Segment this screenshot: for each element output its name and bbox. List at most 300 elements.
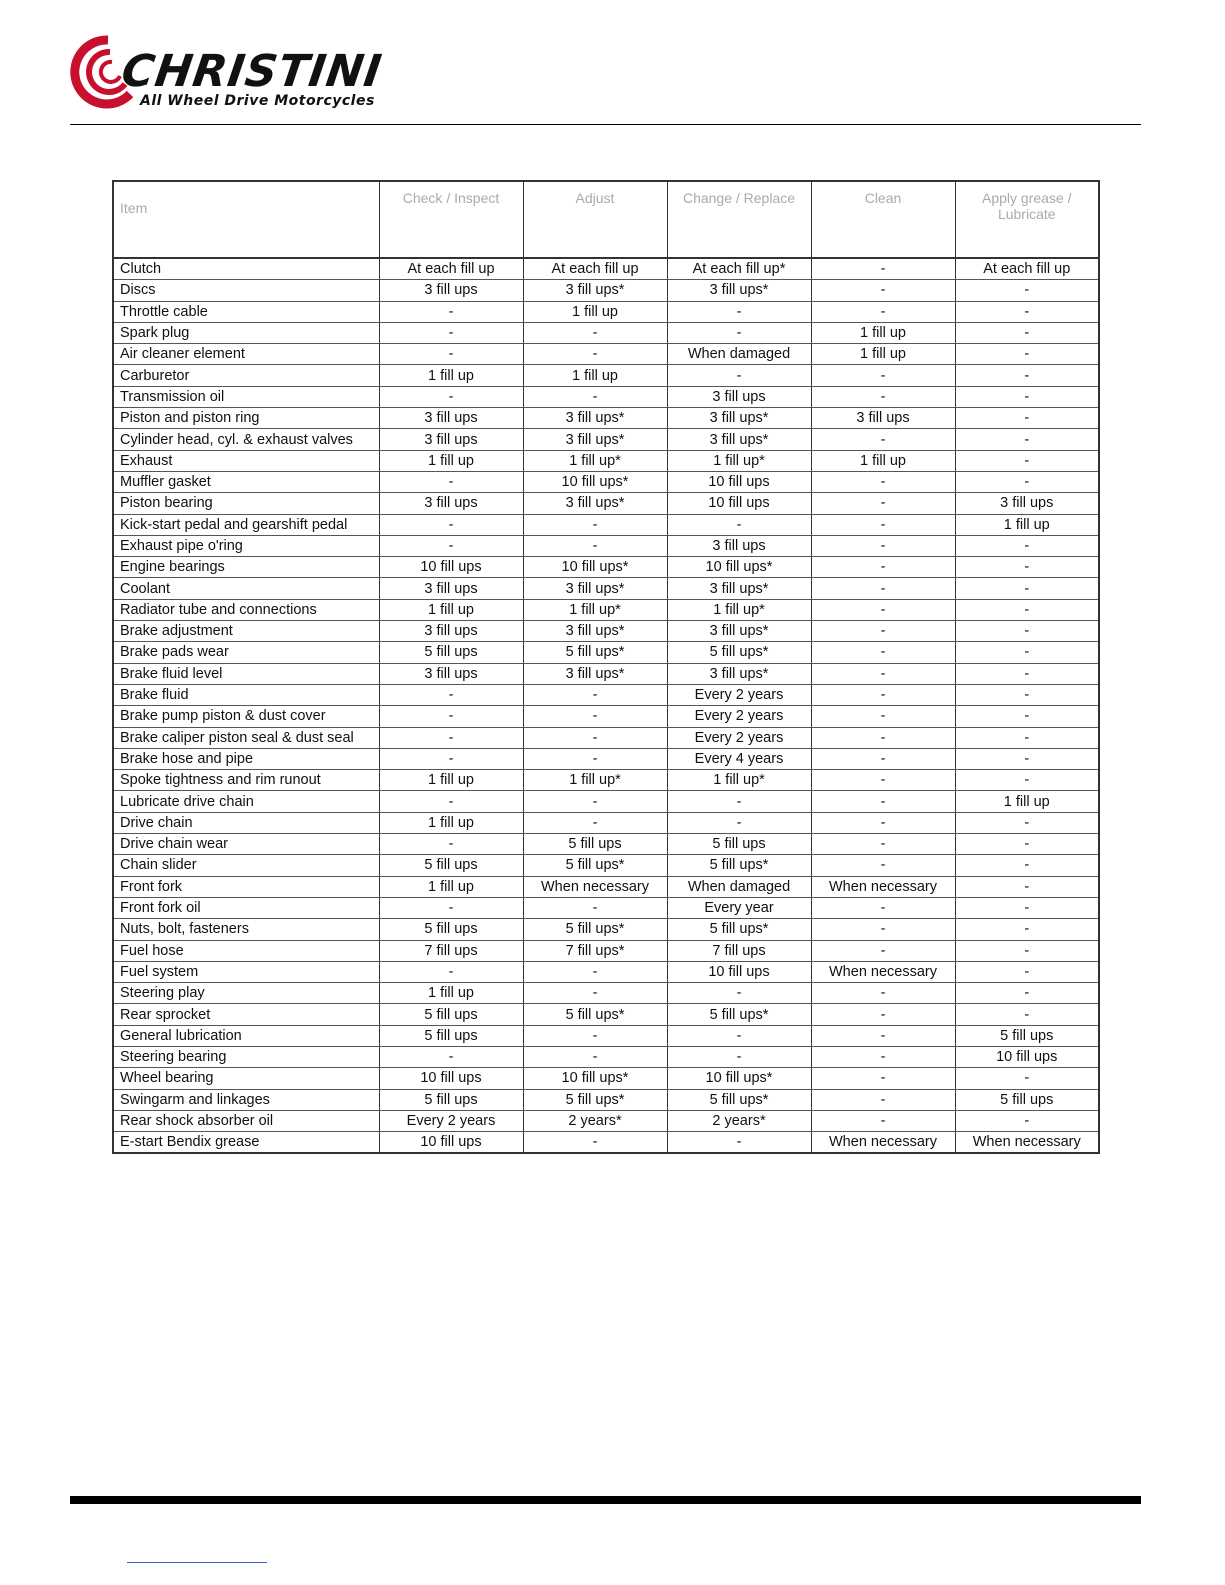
cell-adjust: - — [523, 514, 667, 535]
table-row — [113, 706, 1099, 727]
cell-item: Radiator tube and connections — [113, 599, 379, 620]
cell-apply-grease: - — [955, 621, 1099, 642]
cell-adjust: - — [523, 727, 667, 748]
cell-change-replace: - — [667, 1046, 811, 1067]
header-change-replace: Change / Replace — [667, 181, 811, 258]
cell-clean: - — [811, 1089, 955, 1110]
cell-adjust: 3 fill ups* — [523, 578, 667, 599]
cell-adjust: - — [523, 344, 667, 365]
cell-adjust: - — [523, 1046, 667, 1067]
cell-apply-grease: - — [955, 706, 1099, 727]
cell-item: Air cleaner element — [113, 344, 379, 365]
cell-apply-grease: - — [955, 429, 1099, 450]
cell-adjust: 10 fill ups* — [523, 1068, 667, 1089]
cell-check-inspect: - — [379, 961, 523, 982]
cell-adjust: 5 fill ups* — [523, 855, 667, 876]
cell-apply-grease: - — [955, 748, 1099, 769]
cell-clean: - — [811, 919, 955, 940]
cell-check-inspect: - — [379, 301, 523, 322]
header-check-inspect: Check / Inspect — [379, 181, 523, 258]
table-row — [113, 663, 1099, 684]
table-row — [113, 258, 1099, 280]
cell-change-replace: 3 fill ups — [667, 386, 811, 407]
cell-apply-grease: - — [955, 599, 1099, 620]
cell-check-inspect: 1 fill up — [379, 599, 523, 620]
cell-item: Brake fluid level — [113, 663, 379, 684]
cell-clean: - — [811, 1025, 955, 1046]
footer-rule — [70, 1496, 1141, 1504]
cell-check-inspect: - — [379, 727, 523, 748]
cell-check-inspect: At each fill up — [379, 258, 523, 280]
cell-apply-grease: - — [955, 642, 1099, 663]
table-row — [113, 450, 1099, 471]
cell-check-inspect: 3 fill ups — [379, 408, 523, 429]
cell-clean: - — [811, 684, 955, 705]
cell-apply-grease: - — [955, 812, 1099, 833]
cell-adjust: 5 fill ups — [523, 834, 667, 855]
cell-apply-grease: - — [955, 940, 1099, 961]
cell-change-replace: 5 fill ups* — [667, 855, 811, 876]
cell-check-inspect: - — [379, 1046, 523, 1067]
cell-check-inspect: - — [379, 791, 523, 812]
cell-check-inspect: Every 2 years — [379, 1110, 523, 1131]
cell-change-replace: - — [667, 791, 811, 812]
table-row — [113, 684, 1099, 705]
cell-check-inspect: - — [379, 344, 523, 365]
cell-item: General lubrication — [113, 1025, 379, 1046]
cell-apply-grease: - — [955, 557, 1099, 578]
cell-check-inspect: - — [379, 471, 523, 492]
cell-clean: - — [811, 770, 955, 791]
cell-change-replace: Every 4 years — [667, 748, 811, 769]
cell-clean: - — [811, 621, 955, 642]
table-row — [113, 1089, 1099, 1110]
cell-change-replace: Every year — [667, 897, 811, 918]
cell-item: Steering bearing — [113, 1046, 379, 1067]
cell-apply-grease: 1 fill up — [955, 514, 1099, 535]
cell-apply-grease: - — [955, 834, 1099, 855]
cell-apply-grease: - — [955, 961, 1099, 982]
cell-item: Coolant — [113, 578, 379, 599]
footer-link-underline — [127, 1562, 267, 1563]
cell-adjust: - — [523, 1132, 667, 1154]
cell-apply-grease: - — [955, 727, 1099, 748]
cell-clean: - — [811, 812, 955, 833]
table-row — [113, 855, 1099, 876]
cell-clean: - — [811, 897, 955, 918]
cell-item: Exhaust — [113, 450, 379, 471]
cell-change-replace: 5 fill ups* — [667, 1004, 811, 1025]
cell-adjust: 2 years* — [523, 1110, 667, 1131]
cell-check-inspect: 1 fill up — [379, 450, 523, 471]
cell-clean: - — [811, 940, 955, 961]
cell-item: Wheel bearing — [113, 1068, 379, 1089]
cell-item: Brake hose and pipe — [113, 748, 379, 769]
cell-apply-grease: - — [955, 919, 1099, 940]
table-row — [113, 748, 1099, 769]
cell-check-inspect: 10 fill ups — [379, 1132, 523, 1154]
cell-clean: - — [811, 301, 955, 322]
cell-apply-grease: - — [955, 876, 1099, 897]
cell-clean: 3 fill ups — [811, 408, 955, 429]
table-row — [113, 834, 1099, 855]
table-row — [113, 1025, 1099, 1046]
table-row — [113, 365, 1099, 386]
cell-clean: When necessary — [811, 1132, 955, 1154]
cell-item: Piston and piston ring — [113, 408, 379, 429]
cell-change-replace: 5 fill ups* — [667, 642, 811, 663]
cell-clean: - — [811, 493, 955, 514]
cell-apply-grease: 1 fill up — [955, 791, 1099, 812]
cell-change-replace: 10 fill ups* — [667, 1068, 811, 1089]
table-row — [113, 1046, 1099, 1067]
cell-adjust: 1 fill up* — [523, 770, 667, 791]
table-row — [113, 344, 1099, 365]
cell-apply-grease: - — [955, 344, 1099, 365]
cell-change-replace: 2 years* — [667, 1110, 811, 1131]
cell-adjust: At each fill up — [523, 258, 667, 280]
cell-adjust: - — [523, 897, 667, 918]
cell-clean: - — [811, 365, 955, 386]
cell-apply-grease: At each fill up — [955, 258, 1099, 280]
cell-change-replace: 1 fill up* — [667, 770, 811, 791]
table-row — [113, 1110, 1099, 1131]
cell-apply-grease: 10 fill ups — [955, 1046, 1099, 1067]
cell-clean: - — [811, 1068, 955, 1089]
cell-change-replace: - — [667, 322, 811, 343]
table-row — [113, 301, 1099, 322]
cell-change-replace: At each fill up* — [667, 258, 811, 280]
cell-apply-grease: - — [955, 684, 1099, 705]
cell-check-inspect: 1 fill up — [379, 365, 523, 386]
cell-change-replace: - — [667, 812, 811, 833]
cell-change-replace: - — [667, 514, 811, 535]
cell-apply-grease: 5 fill ups — [955, 1025, 1099, 1046]
cell-item: Brake pump piston & dust cover — [113, 706, 379, 727]
cell-check-inspect: 5 fill ups — [379, 1025, 523, 1046]
cell-check-inspect: 5 fill ups — [379, 919, 523, 940]
cell-clean: 1 fill up — [811, 450, 955, 471]
cell-clean: - — [811, 706, 955, 727]
cell-item: Spoke tightness and rim runout — [113, 770, 379, 791]
cell-apply-grease: - — [955, 408, 1099, 429]
table-row — [113, 919, 1099, 940]
cell-apply-grease: - — [955, 983, 1099, 1004]
cell-adjust: 3 fill ups* — [523, 408, 667, 429]
cell-item: Fuel hose — [113, 940, 379, 961]
table-row — [113, 322, 1099, 343]
header-apply-grease: Apply grease / Lubricate — [955, 181, 1099, 258]
cell-item: Carburetor — [113, 365, 379, 386]
header-item: Item — [113, 181, 379, 258]
cell-adjust: - — [523, 748, 667, 769]
cell-check-inspect: - — [379, 514, 523, 535]
cell-check-inspect: 3 fill ups — [379, 493, 523, 514]
table-row — [113, 812, 1099, 833]
cell-adjust: 3 fill ups* — [523, 621, 667, 642]
cell-clean: - — [811, 642, 955, 663]
cell-item: Clutch — [113, 258, 379, 280]
cell-change-replace: - — [667, 301, 811, 322]
table-row — [113, 897, 1099, 918]
cell-adjust: - — [523, 961, 667, 982]
cell-apply-grease: - — [955, 450, 1099, 471]
cell-item: Spark plug — [113, 322, 379, 343]
cell-item: Fuel system — [113, 961, 379, 982]
cell-apply-grease: 3 fill ups — [955, 493, 1099, 514]
cell-apply-grease: - — [955, 386, 1099, 407]
table-row — [113, 983, 1099, 1004]
cell-clean: - — [811, 386, 955, 407]
cell-check-inspect: 1 fill up — [379, 983, 523, 1004]
table-row — [113, 386, 1099, 407]
table-row — [113, 961, 1099, 982]
cell-change-replace: 1 fill up* — [667, 599, 811, 620]
cell-adjust: 1 fill up* — [523, 599, 667, 620]
cell-adjust: - — [523, 1025, 667, 1046]
cell-check-inspect: - — [379, 322, 523, 343]
table-row — [113, 578, 1099, 599]
cell-check-inspect: 3 fill ups — [379, 663, 523, 684]
cell-apply-grease: - — [955, 1004, 1099, 1025]
cell-change-replace: 10 fill ups — [667, 961, 811, 982]
cell-clean: - — [811, 258, 955, 280]
cell-adjust: 3 fill ups* — [523, 493, 667, 514]
cell-adjust: 1 fill up — [523, 301, 667, 322]
cell-item: Brake caliper piston seal & dust seal — [113, 727, 379, 748]
table-row — [113, 280, 1099, 301]
cell-change-replace: 10 fill ups* — [667, 557, 811, 578]
header-clean: Clean — [811, 181, 955, 258]
cell-adjust: 10 fill ups* — [523, 557, 667, 578]
cell-apply-grease: - — [955, 280, 1099, 301]
cell-item: Drive chain wear — [113, 834, 379, 855]
cell-change-replace: 3 fill ups* — [667, 280, 811, 301]
table-row — [113, 621, 1099, 642]
cell-check-inspect: - — [379, 897, 523, 918]
table-row — [113, 535, 1099, 556]
table-row — [113, 642, 1099, 663]
table-row — [113, 1068, 1099, 1089]
brand-name: CHRISTINI — [118, 46, 386, 97]
cell-change-replace: 7 fill ups — [667, 940, 811, 961]
cell-check-inspect: 5 fill ups — [379, 1004, 523, 1025]
cell-change-replace: Every 2 years — [667, 684, 811, 705]
cell-item: Throttle cable — [113, 301, 379, 322]
cell-item: Kick-start pedal and gearshift pedal — [113, 514, 379, 535]
table-row — [113, 408, 1099, 429]
cell-clean: - — [811, 727, 955, 748]
cell-change-replace: Every 2 years — [667, 706, 811, 727]
cell-item: Engine bearings — [113, 557, 379, 578]
cell-item: Front fork oil — [113, 897, 379, 918]
cell-apply-grease: - — [955, 578, 1099, 599]
maintenance-schedule — [112, 180, 1100, 1154]
cell-clean: When necessary — [811, 961, 955, 982]
cell-item: Swingarm and linkages — [113, 1089, 379, 1110]
cell-change-replace: 5 fill ups* — [667, 1089, 811, 1110]
cell-apply-grease: - — [955, 855, 1099, 876]
cell-item: Piston bearing — [113, 493, 379, 514]
cell-adjust: 5 fill ups* — [523, 642, 667, 663]
cell-change-replace: When damaged — [667, 344, 811, 365]
cell-adjust: When necessary — [523, 876, 667, 897]
cell-item: Steering play — [113, 983, 379, 1004]
cell-item: Rear sprocket — [113, 1004, 379, 1025]
cell-check-inspect: 3 fill ups — [379, 621, 523, 642]
cell-item: Transmission oil — [113, 386, 379, 407]
cell-apply-grease: - — [955, 897, 1099, 918]
cell-adjust: - — [523, 535, 667, 556]
cell-change-replace: When damaged — [667, 876, 811, 897]
cell-change-replace: 5 fill ups* — [667, 919, 811, 940]
cell-check-inspect: - — [379, 535, 523, 556]
cell-clean: - — [811, 429, 955, 450]
cell-clean: - — [811, 514, 955, 535]
cell-item: Lubricate drive chain — [113, 791, 379, 812]
cell-clean: 1 fill up — [811, 322, 955, 343]
cell-clean: - — [811, 1110, 955, 1131]
cell-check-inspect: 5 fill ups — [379, 1089, 523, 1110]
cell-apply-grease: 5 fill ups — [955, 1089, 1099, 1110]
cell-change-replace: 3 fill ups — [667, 535, 811, 556]
cell-adjust: - — [523, 812, 667, 833]
cell-clean: - — [811, 834, 955, 855]
table-header-row — [113, 181, 1099, 258]
cell-change-replace: 5 fill ups — [667, 834, 811, 855]
cell-item: Rear shock absorber oil — [113, 1110, 379, 1131]
cell-clean: - — [811, 557, 955, 578]
cell-change-replace: 10 fill ups — [667, 493, 811, 514]
cell-apply-grease: - — [955, 770, 1099, 791]
cell-change-replace: Every 2 years — [667, 727, 811, 748]
table-row — [113, 1004, 1099, 1025]
cell-clean: When necessary — [811, 876, 955, 897]
cell-adjust: 5 fill ups* — [523, 919, 667, 940]
cell-check-inspect: 5 fill ups — [379, 855, 523, 876]
cell-adjust: 3 fill ups* — [523, 429, 667, 450]
brand-tagline: All Wheel Drive Motorcycles — [140, 93, 375, 109]
cell-change-replace: - — [667, 1025, 811, 1046]
cell-adjust: 10 fill ups* — [523, 471, 667, 492]
cell-change-replace: 3 fill ups* — [667, 621, 811, 642]
cell-clean: - — [811, 578, 955, 599]
cell-item: Cylinder head, cyl. & exhaust valves — [113, 429, 379, 450]
table-row — [113, 1132, 1099, 1154]
cell-clean: - — [811, 280, 955, 301]
cell-apply-grease: - — [955, 1068, 1099, 1089]
table-row — [113, 493, 1099, 514]
cell-clean: 1 fill up — [811, 344, 955, 365]
table-body — [113, 258, 1099, 1153]
cell-adjust: 3 fill ups* — [523, 280, 667, 301]
cell-check-inspect: 3 fill ups — [379, 429, 523, 450]
cell-check-inspect: 5 fill ups — [379, 642, 523, 663]
cell-item: Brake pads wear — [113, 642, 379, 663]
cell-check-inspect: 10 fill ups — [379, 557, 523, 578]
table-row — [113, 940, 1099, 961]
table-row — [113, 429, 1099, 450]
cell-adjust: 5 fill ups* — [523, 1004, 667, 1025]
cell-apply-grease: - — [955, 663, 1099, 684]
cell-adjust: - — [523, 791, 667, 812]
cell-change-replace: - — [667, 365, 811, 386]
cell-item: Muffler gasket — [113, 471, 379, 492]
cell-change-replace: 3 fill ups* — [667, 408, 811, 429]
header-adjust: Adjust — [523, 181, 667, 258]
table-row — [113, 599, 1099, 620]
cell-item: E-start Bendix grease — [113, 1132, 379, 1154]
cell-adjust: 1 fill up — [523, 365, 667, 386]
cell-clean: - — [811, 791, 955, 812]
table-row — [113, 770, 1099, 791]
cell-item: Drive chain — [113, 812, 379, 833]
cell-adjust: - — [523, 983, 667, 1004]
cell-item: Exhaust pipe o'ring — [113, 535, 379, 556]
table-row — [113, 471, 1099, 492]
cell-check-inspect: - — [379, 834, 523, 855]
cell-clean: - — [811, 535, 955, 556]
cell-clean: - — [811, 1004, 955, 1025]
cell-adjust: - — [523, 684, 667, 705]
cell-check-inspect: - — [379, 684, 523, 705]
cell-check-inspect: - — [379, 748, 523, 769]
cell-adjust: 5 fill ups* — [523, 1089, 667, 1110]
cell-adjust: - — [523, 706, 667, 727]
cell-apply-grease: - — [955, 1110, 1099, 1131]
cell-check-inspect: 1 fill up — [379, 812, 523, 833]
cell-item: Brake fluid — [113, 684, 379, 705]
cell-apply-grease: - — [955, 365, 1099, 386]
table-row — [113, 727, 1099, 748]
cell-clean: - — [811, 748, 955, 769]
cell-check-inspect: 3 fill ups — [379, 280, 523, 301]
table-row — [113, 791, 1099, 812]
cell-item: Front fork — [113, 876, 379, 897]
table-row — [113, 514, 1099, 535]
cell-change-replace: 1 fill up* — [667, 450, 811, 471]
cell-check-inspect: 1 fill up — [379, 876, 523, 897]
cell-clean: - — [811, 599, 955, 620]
cell-change-replace: 3 fill ups* — [667, 663, 811, 684]
christini-logo — [70, 32, 430, 112]
cell-check-inspect: 1 fill up — [379, 770, 523, 791]
cell-change-replace: 3 fill ups* — [667, 429, 811, 450]
cell-check-inspect: 3 fill ups — [379, 578, 523, 599]
cell-clean: - — [811, 663, 955, 684]
cell-item: Nuts, bolt, fasteners — [113, 919, 379, 940]
cell-adjust: 7 fill ups* — [523, 940, 667, 961]
header-rule — [70, 124, 1141, 125]
cell-check-inspect: 7 fill ups — [379, 940, 523, 961]
table-row — [113, 557, 1099, 578]
cell-apply-grease: When necessary — [955, 1132, 1099, 1154]
cell-clean: - — [811, 1046, 955, 1067]
cell-change-replace: - — [667, 1132, 811, 1154]
cell-adjust: 3 fill ups* — [523, 663, 667, 684]
cell-adjust: - — [523, 386, 667, 407]
cell-item: Brake adjustment — [113, 621, 379, 642]
cell-apply-grease: - — [955, 535, 1099, 556]
cell-clean: - — [811, 471, 955, 492]
cell-clean: - — [811, 983, 955, 1004]
cell-item: Chain slider — [113, 855, 379, 876]
cell-item: Discs — [113, 280, 379, 301]
cell-adjust: 1 fill up* — [523, 450, 667, 471]
cell-apply-grease: - — [955, 301, 1099, 322]
cell-apply-grease: - — [955, 322, 1099, 343]
cell-change-replace: - — [667, 983, 811, 1004]
